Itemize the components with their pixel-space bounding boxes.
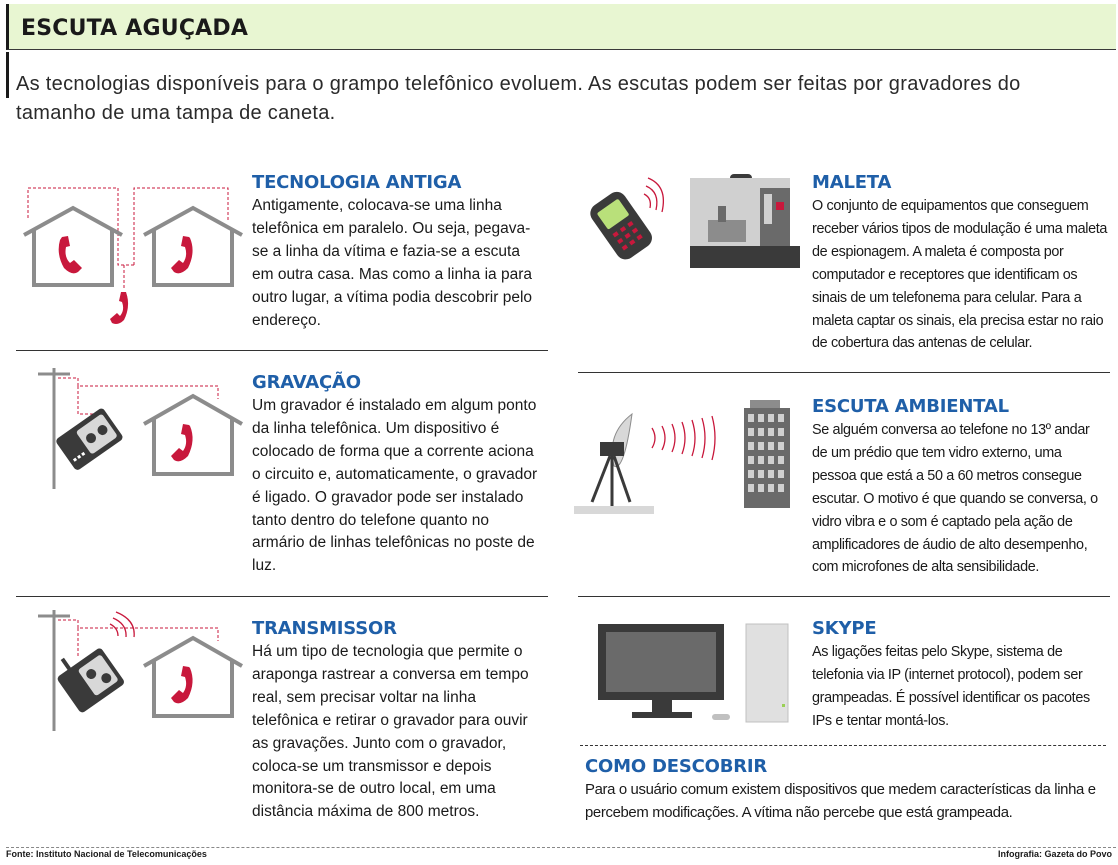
transmitter-pole-illustration: [18, 606, 248, 731]
section-title: TECNOLOGIA ANTIGA: [252, 172, 462, 193]
recorder-pole-illustration: [18, 364, 248, 489]
desktop-tower-icon: [746, 624, 788, 722]
briefcase-illustration: [578, 172, 808, 272]
section-como-descobrir: [585, 756, 1113, 825]
phone-handset-icon: [59, 236, 82, 273]
parabolic-microphone-icon: [574, 414, 654, 514]
section-text: Um gravador é instalado em algum ponto da linha telefônica. Um dispositivo é colocado de forma que a corrente aciona o circuito e, automaticamente, o gravador é ligado. O gravador pode ser instalado tanto dentro do telefone quanto no armário de linhas telefônicas no poste de luz.: [252, 397, 538, 575]
phone-handset-icon: [171, 424, 193, 461]
section-title: TRANSMISSOR: [252, 618, 397, 639]
intro-text: As tecnologias disponíveis para o grampo telefônico evoluem. As escutas podem ser feitas por gravadores do tamanho de uma tampa de caneta.: [16, 73, 1021, 124]
cellphone-icon: [586, 188, 655, 263]
section-escuta-ambiental: [812, 396, 1108, 579]
signal-waves-icon: [644, 178, 663, 212]
section-title: ESCUTA AMBIENTAL: [812, 396, 1009, 417]
section-text: O conjunto de equipamentos que conseguem receber vários tipos de modulação é uma maleta de espionagem. A maleta é composta por computador e receptores que identificam os sinais de um telefonema para celular. Para a maleta captar os sinais, ela precisa estar no raio de cobertura das antenas de celular.: [812, 198, 1108, 352]
divider: [16, 350, 548, 351]
phone-handset-icon: [110, 292, 128, 324]
phone-handset-icon: [171, 666, 193, 703]
section-title: COMO DESCOBRIR: [585, 756, 768, 777]
section-title: MALETA: [812, 172, 892, 193]
divider: [578, 596, 1110, 597]
footer-divider: [6, 847, 1116, 848]
section-text: Para o usuário comum existem dispositivos que medem características da linha e percebem modificações. A vítima não percebe que está grampeada.: [585, 782, 1096, 821]
building-icon: [744, 400, 790, 508]
briefcase-icon: [690, 174, 800, 268]
dashed-divider: [580, 745, 1106, 746]
ambient-listening-illustration: [574, 398, 804, 518]
divider: [578, 372, 1110, 373]
divider: [16, 596, 548, 597]
sound-waves-icon: [652, 416, 715, 460]
section-tecnologia-antiga: [252, 172, 542, 332]
footer-source: Fonte: Instituto Nacional de Telecomunicações: [6, 849, 207, 859]
section-gravacao: [252, 372, 542, 578]
section-transmissor: [252, 618, 542, 824]
section-text: Há um tipo de tecnologia que permite o araponga rastrear a conversa em tempo real, sem precisar voltar na linha telefônica e retirar o gravador para ouvir as gravações. Junto com o gravador, coloca-se um transmissor e depois monitora-se de outro local, em uma distância máxima de 800 metros.: [252, 643, 529, 821]
monitor-icon: [598, 624, 724, 718]
transmitter-icon: [49, 637, 125, 714]
section-title: GRAVAÇÃO: [252, 372, 361, 393]
header-bar: [6, 4, 1116, 50]
computer-illustration: [596, 620, 806, 730]
section-text: Antigamente, colocava-se uma linha telefônica em paralelo. Ou seja, pegava-se a linha da vítima e fazia-se a escuta em outra casa. Mas como a linha ia para outro lugar, a vítima podia descobrir pelo endereço.: [252, 197, 533, 329]
section-maleta: [812, 172, 1108, 355]
section-text: Se alguém conversa ao telefone no 13º andar de um prédio que tem vidro externo, uma pessoa que está a 50 a 60 metros consegue escutar. O motivo é que quando se conversa, o vidro vibra e o som é captado pela ação de amplificadores de áudio de alto desempenho, com microfones de alta sensibilidade.: [812, 422, 1098, 576]
phone-handset-icon: [171, 236, 193, 273]
section-skype: [812, 618, 1108, 733]
recorder-icon: [55, 407, 124, 471]
intro-accent-bar: [6, 52, 9, 98]
section-title: SKYPE: [812, 618, 877, 639]
section-text: As ligações feitas pelo Skype, sistema de telefonia via IP (internet protocol), podem ser grampeadas. É possível identificar os pacotes IPs e tentar montá-los.: [812, 644, 1090, 729]
signal-waves-icon: [110, 612, 134, 637]
footer-credit: Infografia: Gazeta do Povo: [997, 849, 1112, 859]
parallel-line-illustration: [18, 180, 248, 330]
mouse-icon: [712, 714, 730, 720]
page-title: ESCUTA AGUÇADA: [21, 16, 249, 41]
